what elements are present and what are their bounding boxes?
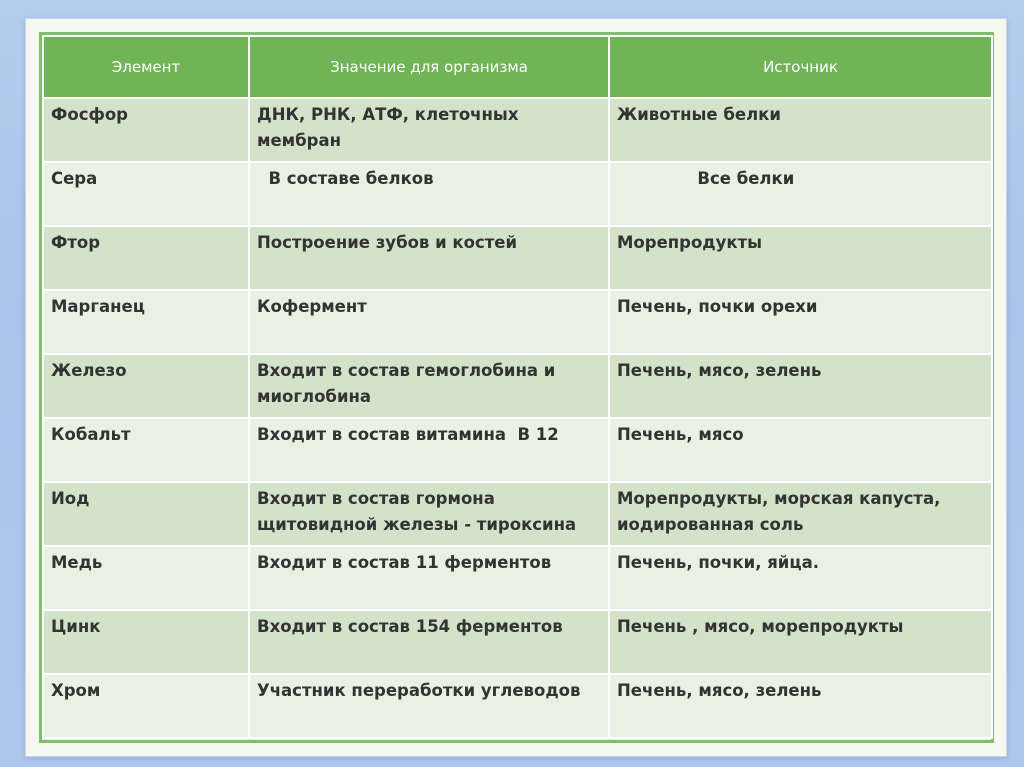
element-cell: Медь (43, 546, 249, 610)
header-element: Элемент (43, 36, 249, 98)
table-row (43, 482, 992, 546)
header-role: Значение для организма (249, 36, 609, 98)
role-cell: Построение зубов и костей (249, 226, 609, 290)
element-cell: Фосфор (43, 98, 249, 162)
element-cell: Цинк (43, 610, 249, 674)
source-cell: Морепродукты, морская капуста, иодированная соль (609, 482, 992, 546)
role-cell: Входит в состав 154 ферментов (249, 610, 609, 674)
role-cell: Входит в состав гемоглобина и миоглобина (249, 354, 609, 418)
element-cell: Хром (43, 674, 249, 738)
source-cell: Морепродукты (609, 226, 992, 290)
source-cell: Печень, мясо (609, 418, 992, 482)
element-cell: Фтор (43, 226, 249, 290)
table-row (43, 546, 992, 610)
role-cell: Входит в состав гормона щитовидной железы - тироксина (249, 482, 609, 546)
element-cell: Железо (43, 354, 249, 418)
table-row (43, 162, 992, 226)
slide (26, 19, 1006, 756)
source-cell: Животные белки (609, 98, 992, 162)
role-cell: В составе белков (249, 162, 609, 226)
element-cell: Сера (43, 162, 249, 226)
table-frame (39, 32, 994, 743)
element-cell: Кобальт (43, 418, 249, 482)
source-cell: Печень, почки, яйца. (609, 546, 992, 610)
table-row (43, 98, 992, 162)
source-cell: Все белки (609, 162, 992, 226)
element-cell: Иод (43, 482, 249, 546)
table-row (43, 226, 992, 290)
role-cell: ДНК, РНК, АТФ, клеточных мембран (249, 98, 609, 162)
table-row (43, 418, 992, 482)
source-cell: Печень, мясо, зелень (609, 354, 992, 418)
table-row (43, 610, 992, 674)
header-source: Источник (609, 36, 992, 98)
source-cell: Печень, почки орехи (609, 290, 992, 354)
role-cell: Входит в состав витамина В 12 (249, 418, 609, 482)
source-cell: Печень, мясо, зелень (609, 674, 992, 738)
role-cell: Входит в состав 11 ферментов (249, 546, 609, 610)
table-header-row (43, 36, 992, 98)
role-cell: Кофермент (249, 290, 609, 354)
table-row (43, 674, 992, 738)
table-row (43, 290, 992, 354)
element-cell: Марганец (43, 290, 249, 354)
source-cell: Печень , мясо, морепродукты (609, 610, 992, 674)
microelements-table (42, 35, 993, 739)
role-cell: Участник переработки углеводов (249, 674, 609, 738)
table-row (43, 354, 992, 418)
